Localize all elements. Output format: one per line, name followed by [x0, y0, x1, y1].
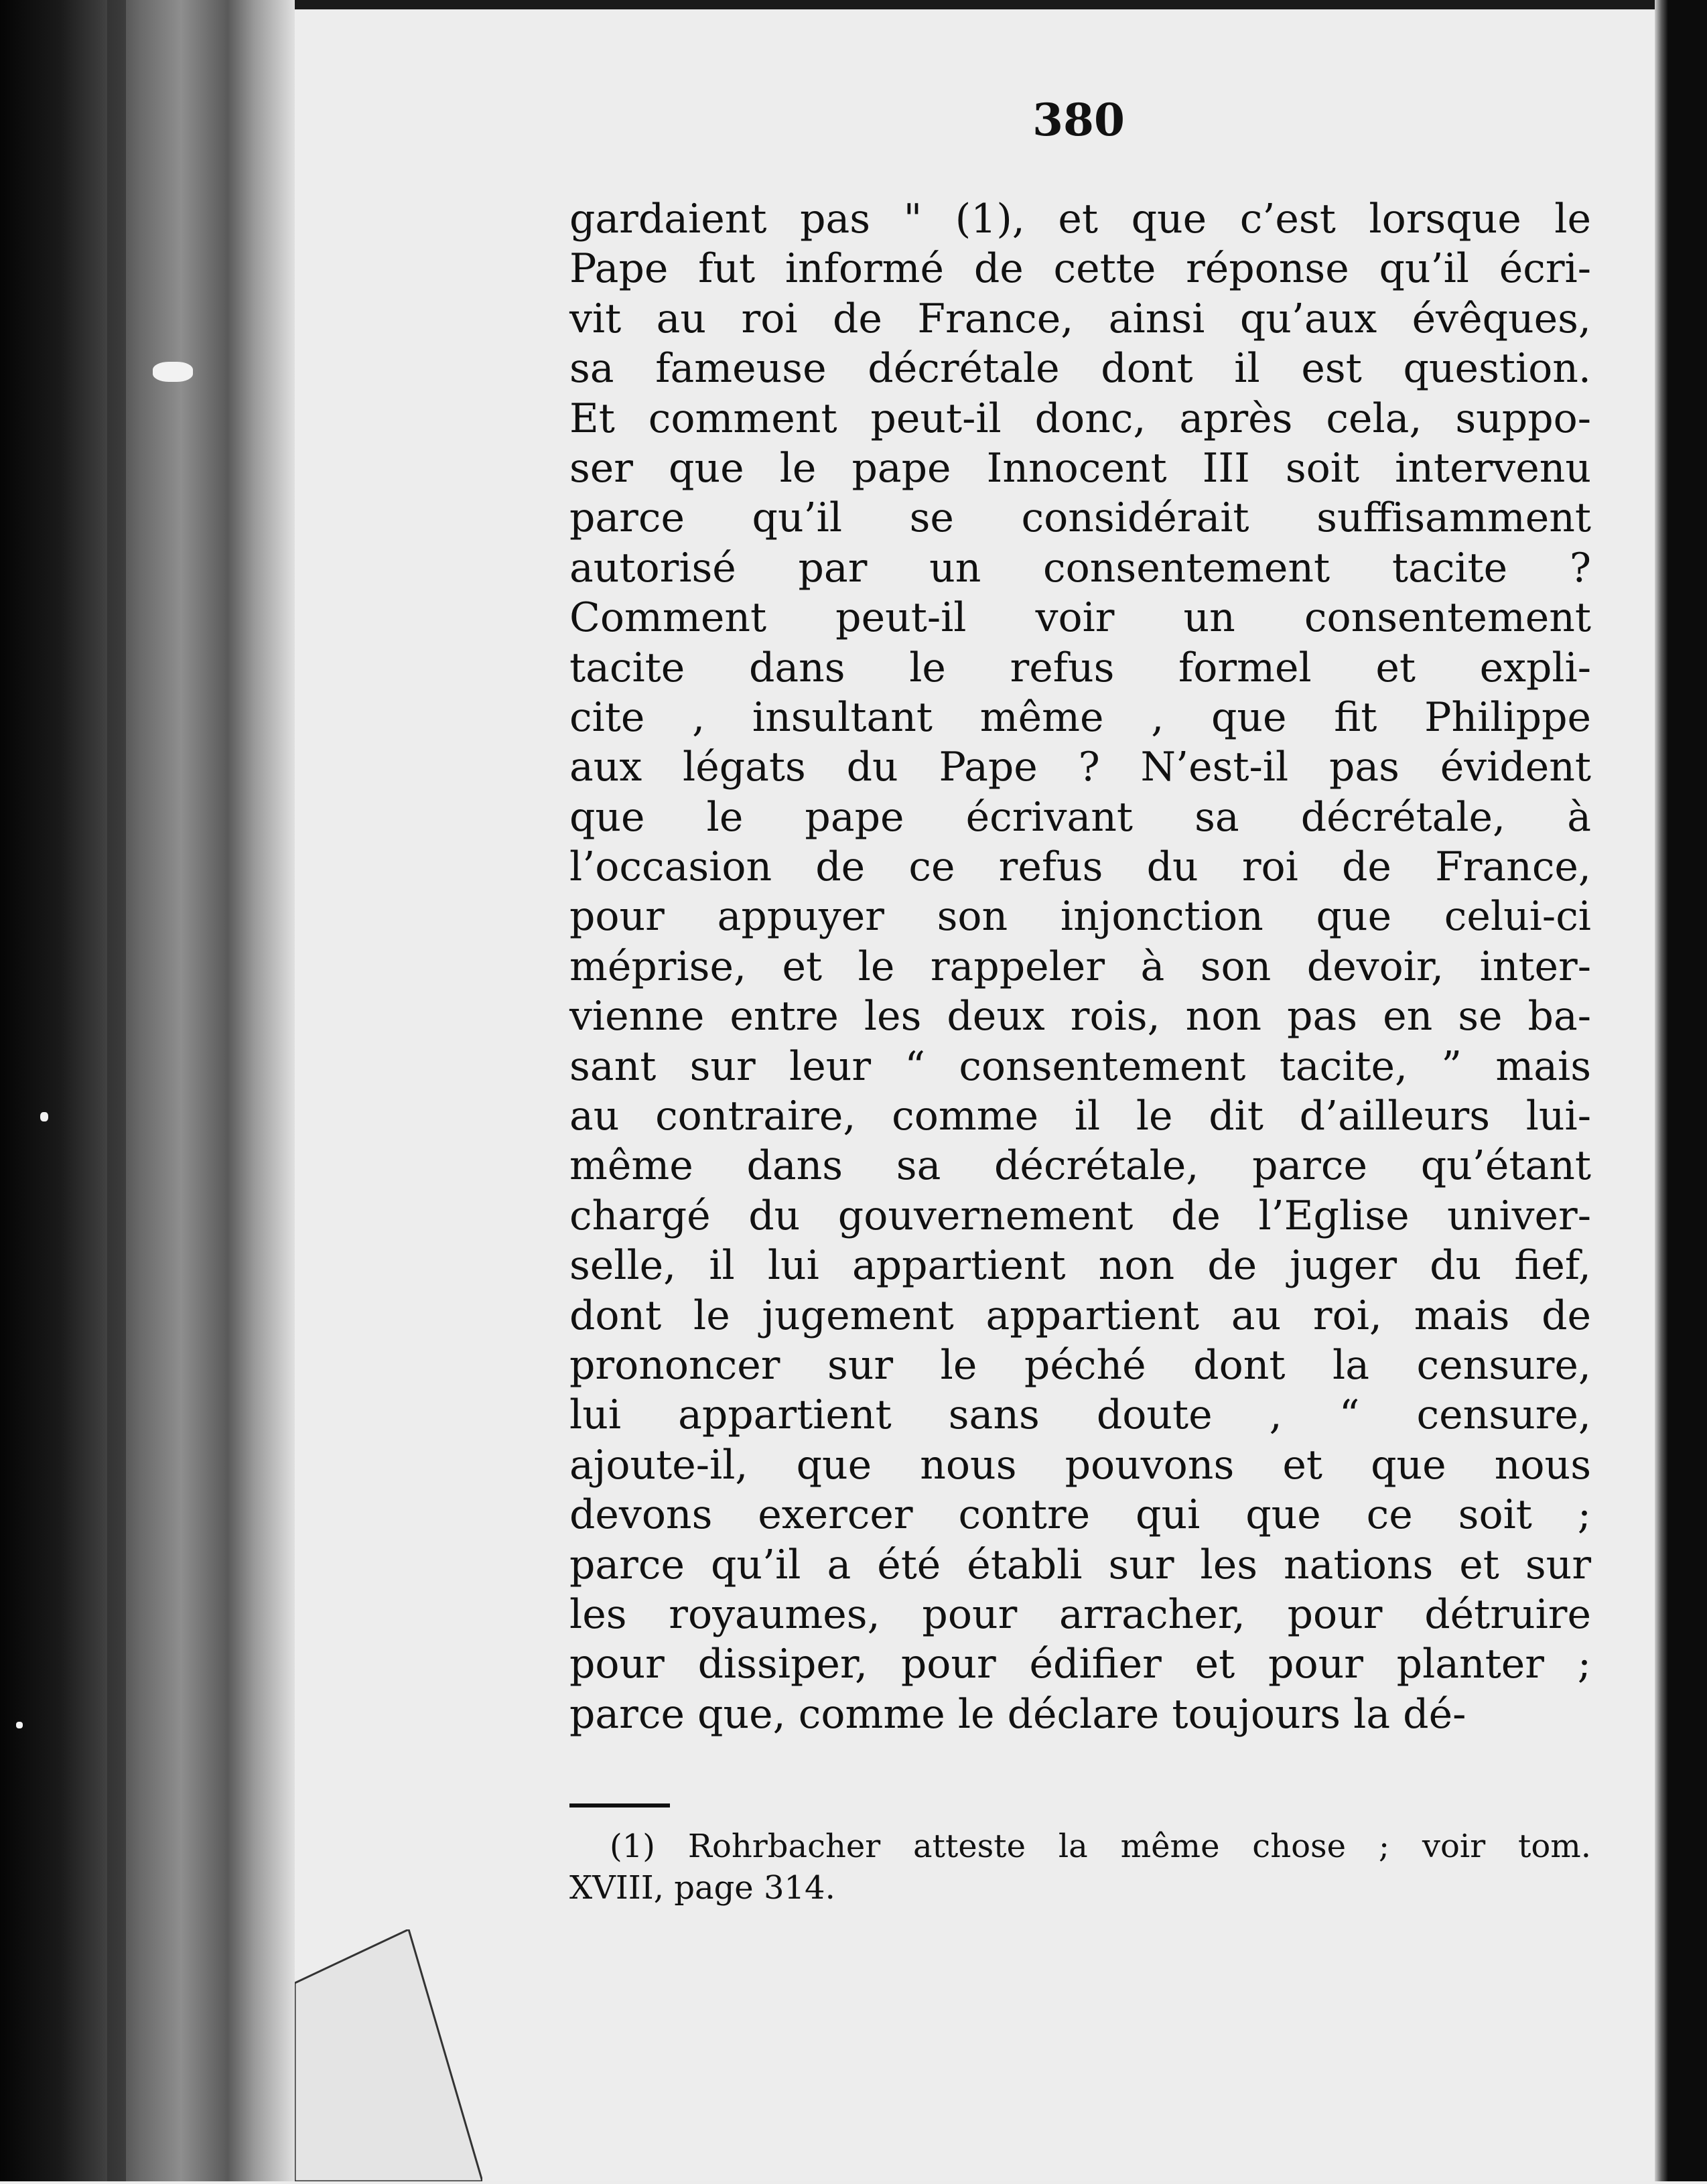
footnote-separator: [569, 1803, 670, 1807]
text-line: lui appartient sans doute , “ censure,: [569, 1391, 1591, 1439]
text-line: Pape fut informé de cette réponse qu’il écri-: [569, 245, 1591, 293]
text-line: sant sur leur “ consentement tacite, ” mais: [569, 1042, 1591, 1090]
text-line: ajoute-il, que nous pouvons et que nous: [569, 1441, 1591, 1489]
spine-shadow: [107, 0, 126, 2181]
text-line: au contraire, comme il le dit d’ailleurs lui-: [569, 1093, 1591, 1140]
paper-speck: [153, 362, 193, 382]
page-number: 380: [1032, 94, 1125, 146]
text-line: chargé du gouvernement de l’Eglise univer-: [569, 1192, 1591, 1239]
paper-speck: [40, 1112, 48, 1121]
text-line: tacite dans le refus formel et expli-: [569, 644, 1591, 691]
body-text: [569, 194, 1591, 1739]
paper-speck: [16, 1722, 23, 1728]
text-line: parce que, comme le déclare toujours la dé-: [569, 1690, 1466, 1738]
text-line: même dans sa décrétale, parce qu’étant: [569, 1142, 1591, 1190]
text-line: les royaumes, pour arracher, pour détruire: [569, 1590, 1591, 1638]
footnote: [569, 1826, 1591, 1909]
text-line: gardaient pas " (1), et que c’est lorsque le: [569, 196, 1591, 243]
text-line: autorisé par un consentement tacite ?: [569, 544, 1591, 592]
text-line: vit au roi de France, ainsi qu’aux évêques,: [569, 295, 1591, 342]
text-line: Et comment peut-il donc, après cela, suppo-: [569, 395, 1591, 442]
text-line: vienne entre les deux rois, non pas en se ba-: [569, 993, 1591, 1040]
text-line: Comment peut-il voir un consentement: [569, 594, 1591, 642]
text-line: dont le jugement appartient au roi, mais de: [569, 1292, 1591, 1339]
text-line: selle, il lui appartient non de juger du fief,: [569, 1242, 1591, 1290]
text-line: devons exercer contre qui que ce soit ;: [569, 1491, 1591, 1539]
text-line: cite , insultant même , que fit Philippe: [569, 693, 1591, 741]
footnote-line: XVIII, page 314.: [569, 1869, 835, 1907]
text-line: que le pape écrivant sa décrétale, à: [569, 793, 1591, 841]
book-spine: [0, 0, 295, 2181]
text-line: sa fameuse décrétale dont il est question.: [569, 345, 1591, 393]
text-line: pour appuyer son injonction que celui-ci: [569, 893, 1591, 941]
text-line: prononcer sur le péché dont la censure,: [569, 1341, 1591, 1389]
text-line: ser que le pape Innocent III soit intervenu: [569, 444, 1591, 492]
text-line: l’occasion de ce refus du roi de France,: [569, 843, 1591, 891]
text-line: méprise, et le rappeler à son devoir, inter-: [569, 943, 1591, 990]
text-line: pour dissiper, pour édifier et pour planter ;: [569, 1641, 1591, 1688]
folded-page-corner: [295, 1929, 482, 2181]
page-right-border: [1655, 0, 1707, 2181]
text-line: aux légats du Pape ? N’est-il pas évident: [569, 744, 1591, 791]
text-line: parce qu’il se considérait suffisamment: [569, 494, 1591, 542]
page-top-border: [295, 0, 1655, 9]
text-line: parce qu’il a été établi sur les nations et sur: [569, 1541, 1591, 1588]
footnote-line: (1) Rohrbacher atteste la même chose ; voir tom.: [610, 1828, 1591, 1865]
